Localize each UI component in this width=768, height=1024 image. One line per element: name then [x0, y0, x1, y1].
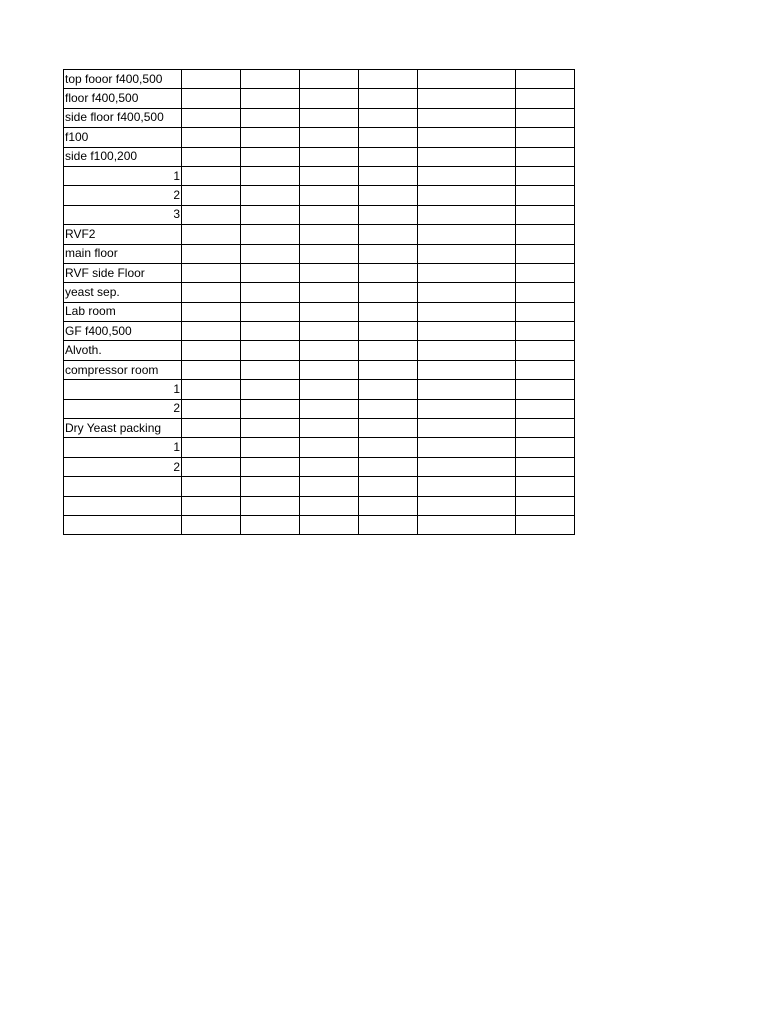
row-label-cell[interactable]: side f100,200: [64, 147, 182, 166]
empty-cell[interactable]: [516, 457, 575, 476]
empty-cell[interactable]: [418, 263, 516, 282]
table-row: [64, 515, 575, 534]
row-label-cell[interactable]: floor f400,500: [64, 89, 182, 108]
table-row: [64, 147, 575, 166]
row-label-cell[interactable]: main floor: [64, 244, 182, 263]
empty-cell[interactable]: [241, 360, 300, 379]
table-row: [64, 283, 575, 302]
row-label-cell[interactable]: side floor f400,500: [64, 108, 182, 127]
empty-cell[interactable]: [359, 166, 418, 185]
empty-cell[interactable]: [418, 399, 516, 418]
empty-cell[interactable]: [182, 419, 241, 438]
table-row: [64, 263, 575, 282]
empty-cell[interactable]: [300, 186, 359, 205]
table-row: [64, 496, 575, 515]
empty-cell[interactable]: [182, 283, 241, 302]
empty-cell[interactable]: [418, 438, 516, 457]
row-label-cell[interactable]: 2: [64, 399, 182, 418]
empty-cell[interactable]: [300, 341, 359, 360]
row-label-cell[interactable]: [64, 496, 182, 515]
empty-cell[interactable]: [300, 419, 359, 438]
empty-cell[interactable]: [300, 302, 359, 321]
empty-cell[interactable]: [359, 380, 418, 399]
row-label-cell[interactable]: [64, 515, 182, 534]
empty-cell[interactable]: [241, 186, 300, 205]
empty-cell[interactable]: [182, 322, 241, 341]
row-label-cell[interactable]: 2: [64, 186, 182, 205]
empty-cell[interactable]: [516, 244, 575, 263]
table-row: [64, 166, 575, 185]
empty-cell[interactable]: [241, 457, 300, 476]
empty-cell[interactable]: [418, 147, 516, 166]
empty-cell[interactable]: [516, 380, 575, 399]
empty-cell[interactable]: [516, 399, 575, 418]
empty-cell[interactable]: [241, 322, 300, 341]
empty-cell[interactable]: [418, 128, 516, 147]
empty-cell[interactable]: [241, 302, 300, 321]
empty-cell[interactable]: [300, 70, 359, 89]
empty-cell[interactable]: [516, 205, 575, 224]
empty-cell[interactable]: [182, 147, 241, 166]
empty-cell[interactable]: [182, 360, 241, 379]
row-label-cell[interactable]: f100: [64, 128, 182, 147]
empty-cell[interactable]: [359, 89, 418, 108]
empty-cell[interactable]: [359, 205, 418, 224]
empty-cell[interactable]: [516, 302, 575, 321]
empty-cell[interactable]: [300, 128, 359, 147]
empty-cell[interactable]: [241, 399, 300, 418]
row-label-cell[interactable]: Dry Yeast packing: [64, 419, 182, 438]
empty-cell[interactable]: [241, 166, 300, 185]
empty-cell[interactable]: [300, 147, 359, 166]
empty-cell[interactable]: [418, 205, 516, 224]
row-label-cell[interactable]: RVF side Floor: [64, 263, 182, 282]
empty-cell[interactable]: [300, 515, 359, 534]
empty-cell[interactable]: [516, 166, 575, 185]
table-row: [64, 70, 575, 89]
empty-cell[interactable]: [516, 360, 575, 379]
empty-cell[interactable]: [182, 380, 241, 399]
empty-cell[interactable]: [359, 244, 418, 263]
empty-cell[interactable]: [359, 108, 418, 127]
empty-cell[interactable]: [516, 186, 575, 205]
empty-cell[interactable]: [241, 205, 300, 224]
table-row: [64, 380, 575, 399]
empty-cell[interactable]: [300, 244, 359, 263]
empty-cell[interactable]: [300, 263, 359, 282]
empty-cell[interactable]: [300, 477, 359, 496]
table-row: [64, 128, 575, 147]
empty-cell[interactable]: [359, 128, 418, 147]
empty-cell[interactable]: [359, 225, 418, 244]
empty-cell[interactable]: [418, 477, 516, 496]
table-row: [64, 341, 575, 360]
empty-cell[interactable]: [241, 147, 300, 166]
empty-cell[interactable]: [182, 263, 241, 282]
empty-cell[interactable]: [241, 438, 300, 457]
empty-cell[interactable]: [300, 225, 359, 244]
table-row: [64, 360, 575, 379]
table-row: [64, 108, 575, 127]
empty-cell[interactable]: [516, 438, 575, 457]
empty-cell[interactable]: [516, 70, 575, 89]
empty-cell[interactable]: [359, 322, 418, 341]
table-row: [64, 399, 575, 418]
empty-cell[interactable]: [300, 205, 359, 224]
empty-cell[interactable]: [241, 263, 300, 282]
empty-cell[interactable]: [418, 515, 516, 534]
empty-cell[interactable]: [241, 419, 300, 438]
empty-cell[interactable]: [516, 322, 575, 341]
empty-cell[interactable]: [359, 70, 418, 89]
empty-cell[interactable]: [516, 147, 575, 166]
empty-cell[interactable]: [182, 341, 241, 360]
row-label-cell[interactable]: Alvoth.: [64, 341, 182, 360]
empty-cell[interactable]: [359, 496, 418, 515]
row-label-cell[interactable]: 1: [64, 438, 182, 457]
empty-cell[interactable]: [182, 89, 241, 108]
empty-cell[interactable]: [182, 205, 241, 224]
empty-cell[interactable]: [182, 515, 241, 534]
empty-cell[interactable]: [418, 186, 516, 205]
table-row: [64, 225, 575, 244]
empty-cell[interactable]: [182, 186, 241, 205]
empty-cell[interactable]: [241, 515, 300, 534]
empty-cell[interactable]: [359, 438, 418, 457]
row-label-cell[interactable]: 1: [64, 166, 182, 185]
empty-cell[interactable]: [516, 341, 575, 360]
empty-cell[interactable]: [359, 186, 418, 205]
empty-cell[interactable]: [516, 283, 575, 302]
row-label-cell[interactable]: 2: [64, 457, 182, 476]
empty-cell[interactable]: [300, 399, 359, 418]
row-label-cell[interactable]: [64, 477, 182, 496]
empty-cell[interactable]: [241, 244, 300, 263]
empty-cell[interactable]: [418, 419, 516, 438]
empty-cell[interactable]: [241, 70, 300, 89]
empty-cell[interactable]: [241, 89, 300, 108]
empty-cell[interactable]: [241, 128, 300, 147]
empty-cell[interactable]: [418, 341, 516, 360]
empty-cell[interactable]: [300, 166, 359, 185]
empty-cell[interactable]: [359, 419, 418, 438]
empty-cell[interactable]: [516, 477, 575, 496]
empty-cell[interactable]: [241, 477, 300, 496]
empty-cell[interactable]: [418, 457, 516, 476]
empty-cell[interactable]: [182, 108, 241, 127]
empty-cell[interactable]: [300, 283, 359, 302]
empty-cell[interactable]: [300, 380, 359, 399]
empty-cell[interactable]: [359, 283, 418, 302]
table-row: [64, 89, 575, 108]
empty-cell[interactable]: [418, 302, 516, 321]
empty-cell[interactable]: [182, 438, 241, 457]
table-row: [64, 438, 575, 457]
empty-cell[interactable]: [182, 477, 241, 496]
empty-cell[interactable]: [182, 399, 241, 418]
empty-cell[interactable]: [300, 108, 359, 127]
row-label-cell[interactable]: yeast sep.: [64, 283, 182, 302]
table-row: [64, 244, 575, 263]
table-row: [64, 419, 575, 438]
row-label-cell[interactable]: Lab room: [64, 302, 182, 321]
table-row: [64, 477, 575, 496]
empty-cell[interactable]: [516, 496, 575, 515]
empty-cell[interactable]: [359, 302, 418, 321]
empty-cell[interactable]: [418, 108, 516, 127]
empty-cell[interactable]: [418, 380, 516, 399]
row-label-cell[interactable]: 1: [64, 380, 182, 399]
empty-cell[interactable]: [300, 322, 359, 341]
empty-cell[interactable]: [300, 457, 359, 476]
empty-cell[interactable]: [300, 438, 359, 457]
empty-cell[interactable]: [359, 477, 418, 496]
table-row: [64, 205, 575, 224]
spreadsheet-body: [64, 70, 575, 535]
empty-cell[interactable]: [418, 244, 516, 263]
empty-cell[interactable]: [418, 360, 516, 379]
empty-cell[interactable]: [241, 380, 300, 399]
empty-cell[interactable]: [516, 108, 575, 127]
empty-cell[interactable]: [359, 341, 418, 360]
table-row: [64, 302, 575, 321]
empty-cell[interactable]: [300, 360, 359, 379]
empty-cell[interactable]: [516, 419, 575, 438]
empty-cell[interactable]: [182, 166, 241, 185]
empty-cell[interactable]: [182, 496, 241, 515]
empty-cell[interactable]: [418, 283, 516, 302]
row-label-cell[interactable]: RVF2: [64, 225, 182, 244]
empty-cell[interactable]: [241, 496, 300, 515]
empty-cell[interactable]: [300, 496, 359, 515]
empty-cell[interactable]: [241, 341, 300, 360]
empty-cell[interactable]: [182, 70, 241, 89]
empty-cell[interactable]: [182, 457, 241, 476]
empty-cell[interactable]: [182, 244, 241, 263]
empty-cell[interactable]: [516, 128, 575, 147]
table-row: [64, 457, 575, 476]
row-label-cell[interactable]: compressor room: [64, 360, 182, 379]
empty-cell[interactable]: [418, 70, 516, 89]
row-label-cell[interactable]: top fooor f400,500: [64, 70, 182, 89]
empty-cell[interactable]: [359, 457, 418, 476]
empty-cell[interactable]: [359, 399, 418, 418]
empty-cell[interactable]: [516, 225, 575, 244]
empty-cell[interactable]: [241, 225, 300, 244]
empty-cell[interactable]: [359, 147, 418, 166]
row-label-cell[interactable]: 3: [64, 205, 182, 224]
empty-cell[interactable]: [418, 322, 516, 341]
spreadsheet-table: [63, 69, 575, 535]
empty-cell[interactable]: [359, 263, 418, 282]
empty-cell[interactable]: [182, 225, 241, 244]
empty-cell[interactable]: [418, 225, 516, 244]
table-row: [64, 322, 575, 341]
empty-cell[interactable]: [418, 496, 516, 515]
empty-cell[interactable]: [359, 360, 418, 379]
empty-cell[interactable]: [241, 108, 300, 127]
empty-cell[interactable]: [516, 263, 575, 282]
empty-cell[interactable]: [418, 89, 516, 108]
empty-cell[interactable]: [182, 302, 241, 321]
row-label-cell[interactable]: GF f400,500: [64, 322, 182, 341]
empty-cell[interactable]: [516, 89, 575, 108]
empty-cell[interactable]: [241, 283, 300, 302]
empty-cell[interactable]: [359, 515, 418, 534]
empty-cell[interactable]: [418, 166, 516, 185]
table-row: [64, 186, 575, 205]
empty-cell[interactable]: [300, 89, 359, 108]
empty-cell[interactable]: [182, 128, 241, 147]
empty-cell[interactable]: [516, 515, 575, 534]
